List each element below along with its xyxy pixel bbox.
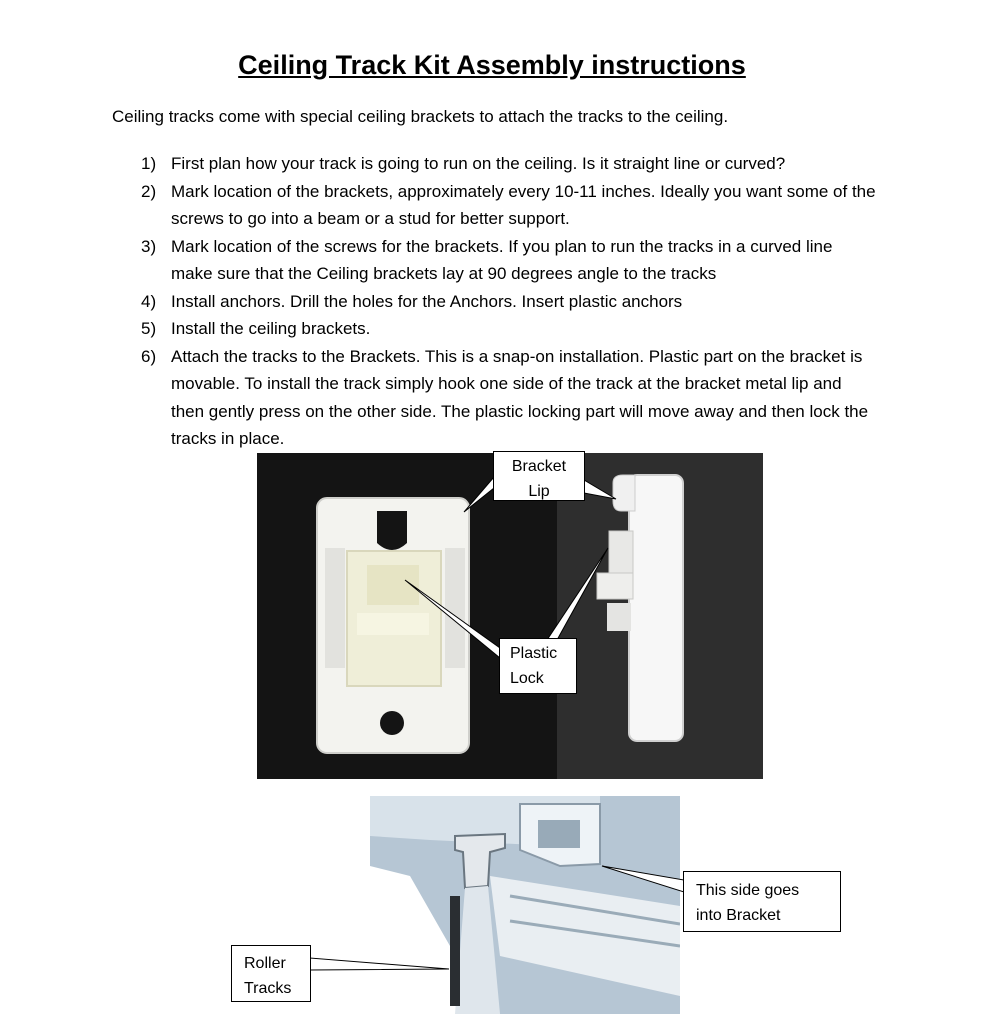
step-item [136, 315, 876, 343]
bracket-front-view [317, 498, 469, 753]
callout-line: Lip [528, 483, 550, 500]
step-text: Mark location of the screws for the brackets. If you plan to run the tracks in a curved line make sure that the Ceiling brackets lay at 90 degrees angle to the tracks [171, 236, 833, 283]
track-photo [370, 796, 680, 1014]
step-number: 4) [141, 291, 157, 311]
callout-line: into Bracket [696, 907, 781, 924]
step-number: 2) [141, 181, 157, 201]
callout-line: Roller [244, 955, 286, 972]
callout-line: Lock [510, 670, 544, 687]
instruction-steps [136, 150, 876, 453]
step-item [136, 150, 876, 178]
step-text: Mark location of the brackets, approximately every 10-11 inches. Ideally you want some of the screws to go into a beam or a stud for better support. [171, 181, 876, 228]
callout-plastic-lock [499, 638, 577, 694]
callout-this-side [683, 871, 841, 932]
step-item [136, 178, 876, 233]
step-text: Install anchors. Drill the holes for the Anchors. Insert plastic anchors [171, 291, 683, 311]
callout-line: Tracks [244, 980, 292, 997]
bracket-photo [257, 453, 763, 779]
step-number: 5) [141, 319, 157, 338]
page-title: Ceiling Track Kit Assembly instructions [238, 50, 746, 80]
callout-line: This side goes [696, 882, 800, 899]
step-text: Install the ceiling brackets. [171, 319, 371, 338]
step-number: 3) [141, 236, 157, 256]
step-item [136, 343, 876, 453]
callout-bracket-lip [493, 451, 585, 501]
step-item [136, 233, 876, 288]
step-text: Attach the tracks to the Brackets. This is a snap-on installation. Plastic part on the bracket is movable. To install the track simply hook one side of the track at the bracket metal lip and then gently press on the other side. The plastic locking part will move away and then lock the tracks in place. [171, 346, 869, 448]
callout-line: Plastic [510, 645, 558, 662]
step-number: 1) [141, 154, 157, 173]
callout-line: Bracket [511, 458, 567, 475]
callout-roller-tracks [231, 945, 311, 1002]
step-number: 6) [141, 346, 157, 366]
intro-text: Ceiling tracks come with special ceiling brackets to attach the tracks to the ceiling. [112, 107, 729, 126]
step-item [136, 288, 876, 316]
step-text: First plan how your track is going to run on the ceiling. Is it straight line or curved? [171, 154, 786, 173]
